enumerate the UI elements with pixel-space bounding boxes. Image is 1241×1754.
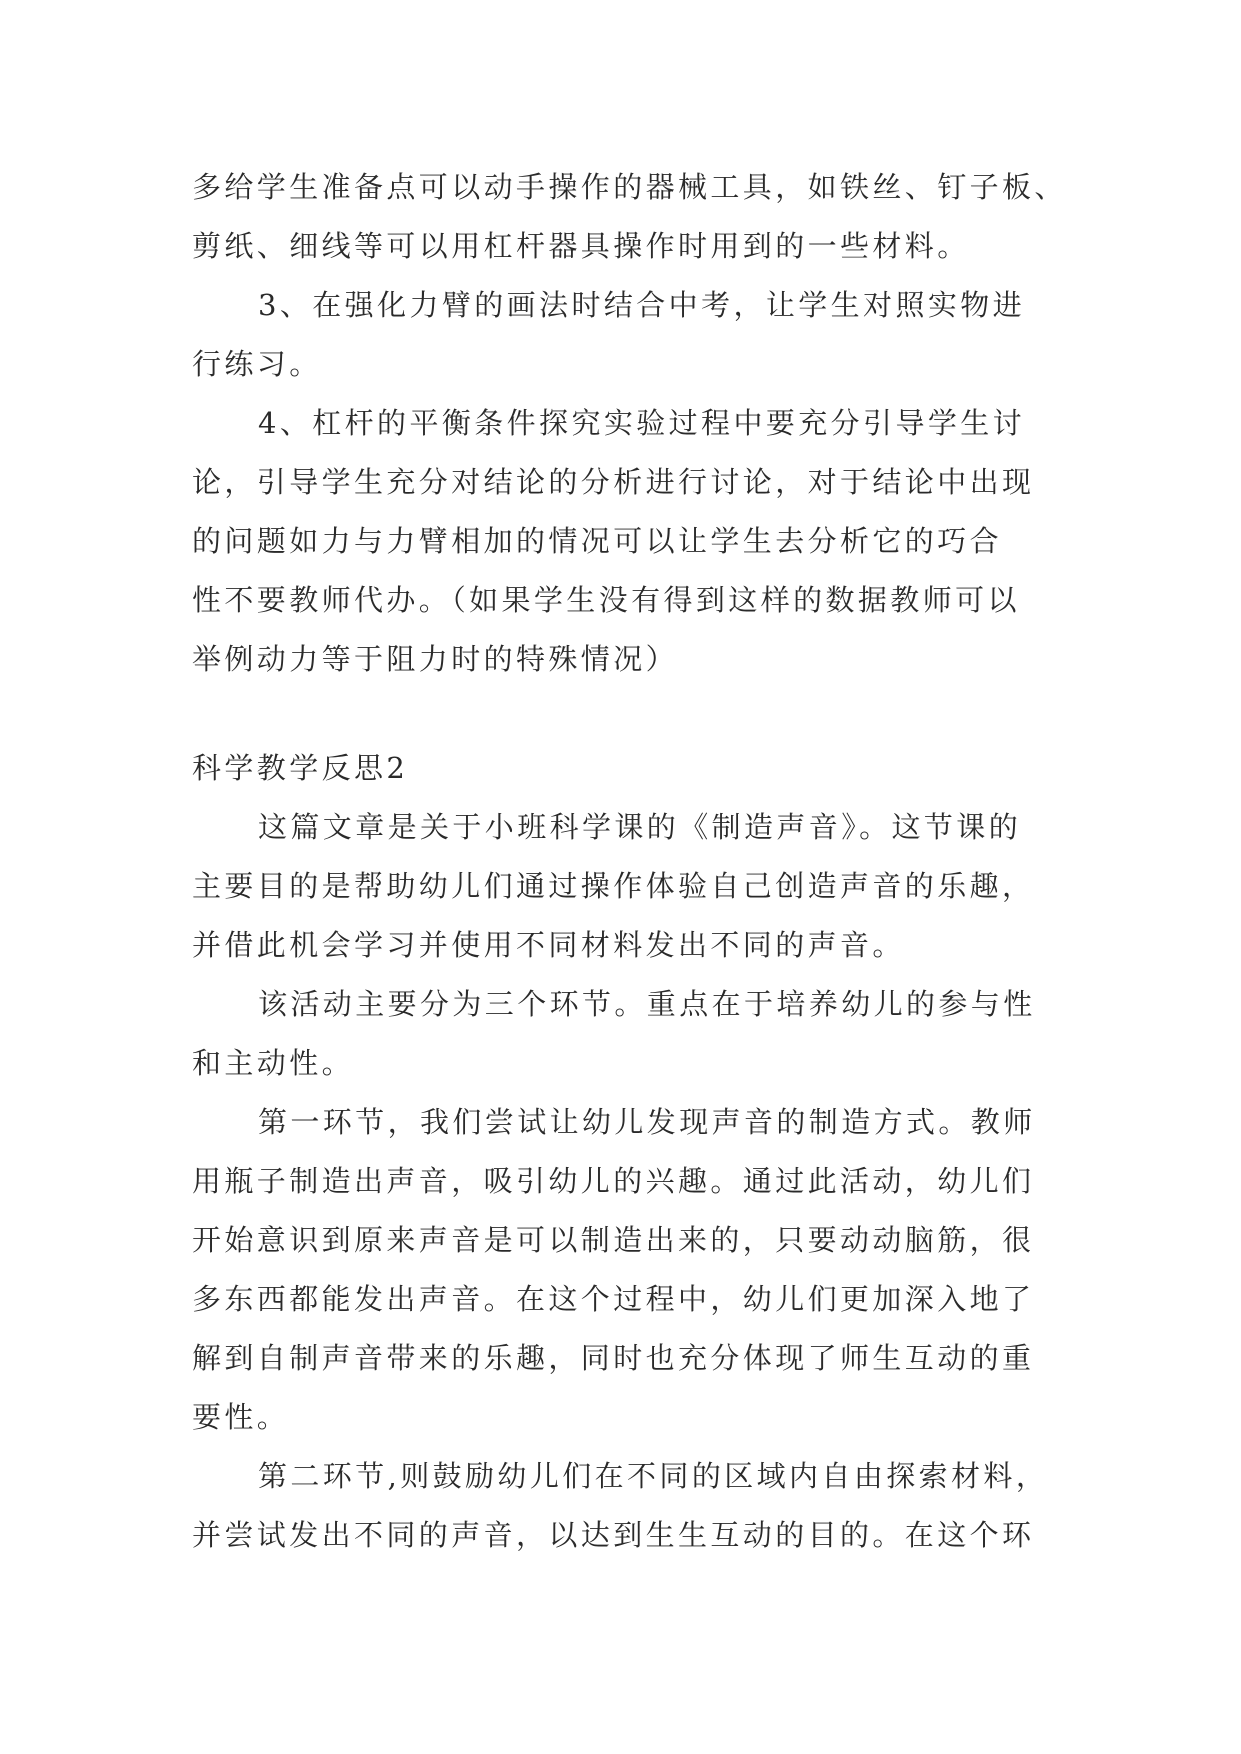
paragraph-line: 行练习。 (192, 347, 322, 381)
paragraph-line: 开始意识到原来声音是可以制造出来的，只要动动脑筋，很 (192, 1223, 1035, 1257)
paragraph-line: 用瓶子制造出声音，吸引幼儿的兴趣。通过此活动，幼儿们 (192, 1164, 1035, 1198)
paragraph-line: 并借此机会学习并使用不同材料发出不同的声音。 (192, 928, 905, 962)
paragraph-line: 4、杠杆的平衡条件探究实验过程中要充分引导学生讨 (258, 406, 1026, 440)
section-heading: 科学教学反思2 (192, 751, 409, 785)
paragraph-line: 解到自制声音带来的乐趣，同时也充分体现了师生互动的重 (192, 1341, 1035, 1375)
paragraph-line: 该活动主要分为三个环节。重点在于培养幼儿的参与性 (258, 987, 1036, 1021)
paragraph-line: 第一环节，我们尝试让幼儿发现声音的制造方式。教师 (258, 1105, 1036, 1139)
paragraph-line: 论，引导学生充分对结论的分析进行讨论，对于结论中出现 (192, 465, 1035, 499)
paragraph-line: 多给学生准备点可以动手操作的器械工具，如铁丝、钉子板、 (192, 170, 1067, 204)
paragraph-line: 并尝试发出不同的声音，以达到生生互动的目的。在这个环 (192, 1518, 1035, 1552)
paragraph-line: 第二环节,则鼓励幼儿们在不同的区域内自由探索材料， (258, 1459, 1049, 1493)
section-2-body (192, 739, 1052, 1565)
paragraph-line: 性不要教师代办。（如果学生没有得到这样的数据教师可以 (192, 583, 1020, 617)
paragraph-line: 主要目的是帮助幼儿们通过操作体验自己创造声音的乐趣， (192, 869, 1035, 903)
paragraph-line: 3、在强化力臂的画法时结合中考，让学生对照实物进 (258, 288, 1026, 322)
paragraph-line: 和主动性。 (192, 1046, 355, 1080)
paragraph-line: 剪纸、细线等可以用杠杆器具操作时用到的一些材料。 (192, 229, 970, 263)
paragraph-line: 多东西都能发出声音。在这个过程中，幼儿们更加深入地了 (192, 1282, 1035, 1316)
paragraph-line: 举例动力等于阻力时的特殊情况） (192, 642, 679, 676)
paragraph-line: 的问题如力与力臂相加的情况可以让学生去分析它的巧合 (192, 524, 1003, 558)
section-1-body (192, 158, 1067, 689)
paragraph-line: 这篇文章是关于小班科学课的《制造声音》。这节课的 (258, 810, 1022, 844)
paragraph-line: 要性。 (192, 1400, 290, 1434)
